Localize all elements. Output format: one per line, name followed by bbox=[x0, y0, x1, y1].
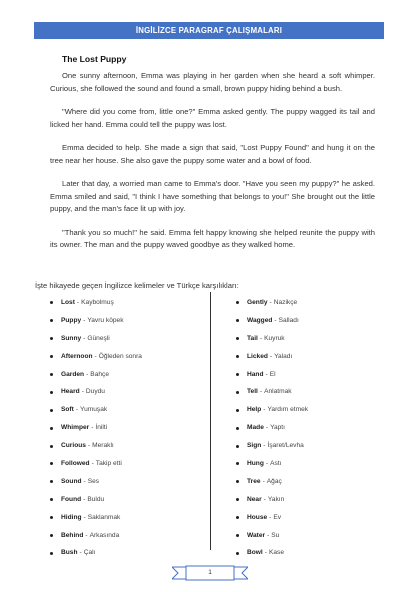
vocab-turkish: Çalı bbox=[83, 549, 96, 557]
vocab-list-right bbox=[236, 294, 396, 562]
bullet-icon bbox=[236, 445, 239, 448]
vocab-english: Hung bbox=[247, 460, 264, 468]
vocab-english: Puppy bbox=[61, 316, 82, 324]
bullet-icon bbox=[50, 498, 53, 501]
vocab-turkish: Astı bbox=[270, 460, 282, 468]
vocab-turkish: Yakın bbox=[267, 495, 285, 503]
vocab-item: Curious - Meraklı bbox=[50, 437, 210, 455]
vocab-english: Garden bbox=[61, 370, 85, 378]
vocab-item: Made - Yaptı bbox=[236, 419, 396, 437]
page-number: 1 bbox=[208, 569, 212, 576]
vocab-item: Garden - Bahçe bbox=[50, 366, 210, 384]
bullet-icon bbox=[236, 373, 239, 376]
vocab-turkish: Güneşli bbox=[87, 334, 110, 342]
vocab-item: Lost - Kaybolmuş bbox=[50, 294, 210, 312]
vocab-turkish: Arkasında bbox=[89, 531, 120, 539]
vocab-turkish: Bahçe bbox=[90, 370, 109, 378]
vocab-item: Water - Su bbox=[236, 527, 396, 545]
vocab-item: Followed - Takip etti bbox=[50, 455, 210, 473]
vocab-english: Hiding bbox=[61, 513, 82, 521]
vocab-english: Sunny bbox=[61, 334, 82, 342]
vocab-item: Hung - Astı bbox=[236, 455, 396, 473]
vocab-turkish: Takip etti bbox=[95, 460, 122, 468]
vocab-english: House bbox=[247, 513, 268, 521]
bullet-icon bbox=[50, 427, 53, 430]
bullet-icon bbox=[236, 391, 239, 394]
vocab-english: Lost bbox=[61, 299, 75, 306]
bullet-icon bbox=[236, 480, 239, 483]
vocab-english: Licked bbox=[247, 352, 268, 360]
vocab-turkish: Buldu bbox=[87, 495, 105, 503]
vocab-turkish: Anlatmak bbox=[264, 388, 292, 396]
vocab-item: Licked - Yaladı bbox=[236, 348, 396, 366]
vocab-english: Curious bbox=[61, 442, 86, 450]
vocab-turkish: Yavru köpek bbox=[87, 316, 124, 324]
vocab-intro: İşte hikayede geçen İngilizce kelimeler ve Türkçe karşılıkları: bbox=[35, 281, 239, 290]
vocab-turkish: Yaptı bbox=[270, 424, 285, 432]
story-paragraph: "Where did you come from, little one?" Emma asked gently. The puppy wagged its tail and licked her hand. Emma could tell the puppy was lost. bbox=[50, 107, 375, 129]
vocab-english: Behind bbox=[61, 531, 84, 539]
vocab-item: Found - Buldu bbox=[50, 491, 210, 509]
vocab-item: Gently - Nazikçe bbox=[236, 294, 396, 312]
vocab-english: Tree bbox=[247, 477, 261, 485]
bullet-icon bbox=[236, 552, 239, 555]
bullet-icon bbox=[50, 319, 53, 322]
bullet-icon bbox=[50, 391, 53, 394]
vocab-turkish: Duydu bbox=[85, 388, 105, 396]
vocab-english: Bush bbox=[61, 549, 78, 557]
vocab-item: Tree - Ağaç bbox=[236, 473, 396, 491]
vocab-english: Sound bbox=[61, 477, 82, 485]
vocab-turkish: Kuyruk bbox=[264, 334, 285, 342]
bullet-icon bbox=[236, 409, 239, 412]
vocab-item: Bush - Çalı bbox=[50, 544, 210, 562]
vocab-english: Hand bbox=[247, 370, 264, 378]
vocab-turkish: Ses bbox=[87, 477, 100, 485]
vocab-english: Help bbox=[247, 406, 262, 414]
vocab-english: Sign bbox=[247, 442, 262, 450]
column-divider bbox=[210, 292, 211, 550]
vocab-turkish: Yardım etmek bbox=[267, 406, 309, 414]
bullet-icon bbox=[50, 301, 53, 304]
vocab-item: House - Ev bbox=[236, 509, 396, 527]
vocab-turkish: El bbox=[269, 370, 276, 378]
vocab-item: Sound - Ses bbox=[50, 473, 210, 491]
vocab-turkish: Ev bbox=[273, 513, 282, 521]
bullet-icon bbox=[236, 355, 239, 358]
vocab-turkish: Yumuşak bbox=[80, 406, 108, 414]
bullet-icon bbox=[50, 552, 53, 555]
vocab-english: Made bbox=[247, 424, 264, 432]
vocab-english: Bowl bbox=[247, 549, 263, 557]
story-title: The Lost Puppy bbox=[62, 54, 127, 64]
vocab-item: Soft - Yumuşak bbox=[50, 401, 210, 419]
bullet-icon bbox=[236, 462, 239, 465]
bullet-icon bbox=[50, 534, 53, 537]
vocab-english: Followed bbox=[61, 460, 90, 468]
vocab-english: Water bbox=[247, 531, 266, 539]
bullet-icon bbox=[236, 516, 239, 519]
vocab-turkish: Ağaç bbox=[266, 477, 282, 485]
vocab-english: Heard bbox=[61, 388, 80, 396]
bullet-icon bbox=[236, 498, 239, 501]
vocab-english: Tail bbox=[247, 334, 258, 342]
bullet-icon bbox=[236, 427, 239, 430]
vocab-item: Wagged - Salladı bbox=[236, 312, 396, 330]
vocab-turkish: İnilti bbox=[95, 424, 108, 432]
bullet-icon bbox=[236, 534, 239, 537]
vocab-item: Help - Yardım etmek bbox=[236, 401, 396, 419]
bullet-icon bbox=[236, 319, 239, 322]
bullet-icon bbox=[50, 516, 53, 519]
vocab-english: Near bbox=[247, 495, 262, 503]
vocab-item: Tell - Anlatmak bbox=[236, 383, 396, 401]
vocab-english: Soft bbox=[61, 406, 74, 414]
vocab-english: Found bbox=[61, 495, 82, 503]
vocab-turkish: Kaybolmuş bbox=[81, 299, 114, 306]
story-paragraph: Emma decided to help. She made a sign that said, "Lost Puppy Found" and hung it on the tree near her house. She also gave the puppy some water and a bowl of food. bbox=[50, 143, 375, 165]
vocab-turkish: Nazikçe bbox=[273, 299, 298, 306]
vocab-item: Near - Yakın bbox=[236, 491, 396, 509]
page-header-banner bbox=[34, 22, 384, 39]
vocab-turkish: Salladı bbox=[278, 316, 299, 324]
vocab-turkish: Meraklı bbox=[92, 442, 114, 450]
vocab-item: Heard - Duydu bbox=[50, 383, 210, 401]
story-body bbox=[50, 70, 375, 263]
vocab-item: Afternoon - Öğleden sonra bbox=[50, 348, 210, 366]
vocab-item: Sunny - Güneşli bbox=[50, 330, 210, 348]
bullet-icon bbox=[50, 480, 53, 483]
vocab-item: Bowl - Kase bbox=[236, 544, 396, 562]
vocab-english: Whimper bbox=[61, 424, 90, 432]
vocab-item: Tail - Kuyruk bbox=[236, 330, 396, 348]
vocab-english: Afternoon bbox=[61, 352, 93, 360]
vocab-item: Behind - Arkasında bbox=[50, 527, 210, 545]
vocab-item: Puppy - Yavru köpek bbox=[50, 312, 210, 330]
story-paragraph: One sunny afternoon, Emma was playing in her garden when she heard a soft whimper. Curious, she followed the sound and found a small, brown puppy hiding behind a bush. bbox=[50, 71, 375, 93]
vocab-item: Hand - El bbox=[236, 366, 396, 384]
vocab-english: Tell bbox=[247, 388, 258, 396]
bullet-icon bbox=[50, 355, 53, 358]
vocab-turkish: İşaret/Levha bbox=[267, 442, 304, 450]
bullet-icon bbox=[50, 409, 53, 412]
page-footer bbox=[172, 565, 248, 581]
bullet-icon bbox=[236, 301, 239, 304]
vocab-item: Sign - İşaret/Levha bbox=[236, 437, 396, 455]
vocab-english: Gently bbox=[247, 299, 268, 306]
bullet-icon bbox=[50, 337, 53, 340]
vocab-turkish: Saklanmak bbox=[87, 513, 121, 521]
vocab-english: Wagged bbox=[247, 316, 273, 324]
vocab-turkish: Öğleden sonra bbox=[98, 352, 142, 360]
vocab-turkish: Kase bbox=[268, 549, 284, 557]
bullet-icon bbox=[236, 337, 239, 340]
bullet-icon bbox=[50, 462, 53, 465]
vocab-item: Hiding - Saklanmak bbox=[50, 509, 210, 527]
vocab-turkish: Su bbox=[271, 531, 280, 539]
bullet-icon bbox=[50, 445, 53, 448]
story-paragraph: "Thank you so much!" he said. Emma felt happy knowing she helped reunite the puppy with its owner. The man and the puppy waved goodbye as they walked home. bbox=[50, 227, 375, 249]
vocab-item: Whimper - İnilti bbox=[50, 419, 210, 437]
bullet-icon bbox=[50, 373, 53, 376]
page-header-title: İNGİLİZCE PARAGRAF ÇALIŞMALARI bbox=[135, 26, 283, 35]
vocab-turkish: Yaladı bbox=[274, 352, 293, 360]
vocab-list-left bbox=[50, 294, 210, 562]
story-paragraph: Later that day, a worried man came to Emma's door. "Have you seen my puppy?" he asked. Emma smiled and said, "I think I have something that belongs to you!" She brought out the little puppy, and the man's face lit up with joy. bbox=[50, 179, 375, 213]
